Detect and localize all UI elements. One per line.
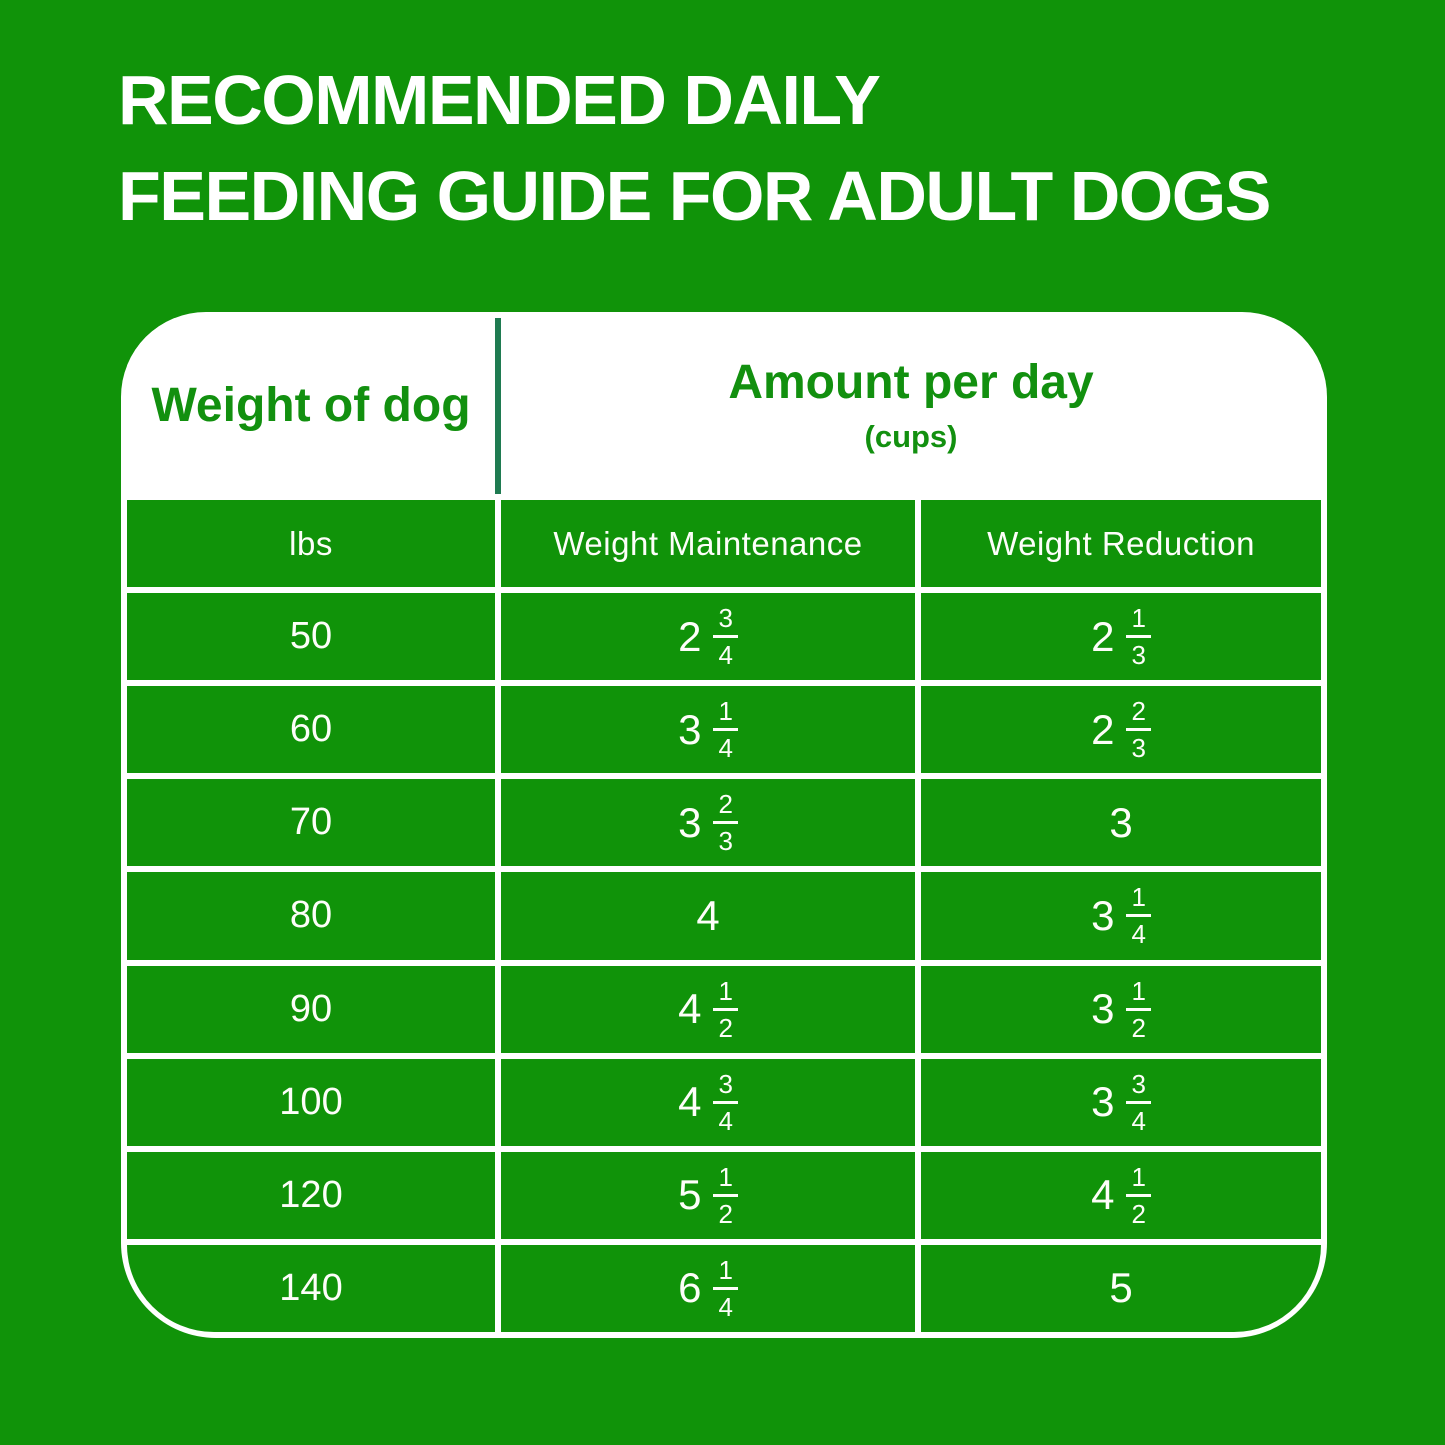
maintenance-cell-50: [501, 593, 915, 680]
reduction-cell-90: [921, 966, 1321, 1053]
amount-whole: 4: [696, 891, 720, 939]
cups-unit-label: (cups): [864, 419, 958, 455]
weight-cell-90: 90: [127, 966, 495, 1053]
maintenance-cell-70: [501, 779, 915, 866]
amount-whole: 3: [678, 798, 702, 846]
weight-cell-100: 100: [127, 1059, 495, 1146]
maintenance-cell-100: [501, 1059, 915, 1146]
amount-fraction: $\frac{3}{4}$: [713, 1071, 737, 1134]
weight-cell-60: 60: [127, 686, 495, 773]
amount-whole: 2: [1091, 705, 1115, 753]
reduction-cell-120: [921, 1152, 1321, 1239]
amount-fraction: $\frac{1}{3}$: [1126, 605, 1150, 668]
reduction-cell-80: [921, 872, 1321, 959]
amount-fraction: $\frac{1}{4}$: [713, 698, 737, 761]
amount-fraction: $\frac{1}{2}$: [1126, 978, 1150, 1041]
weight-cell-70: 70: [127, 779, 495, 866]
amount-fraction: $\frac{1}{2}$: [1126, 1164, 1150, 1227]
amount-whole: 4: [678, 1078, 702, 1126]
table-header-band: [127, 318, 1321, 494]
amount-fraction: $\frac{3}{4}$: [713, 605, 737, 668]
amount-fraction: $\frac{1}{4}$: [713, 1257, 737, 1320]
maintenance-cell-60: [501, 686, 915, 773]
subheader-weight-maintenance: Weight Maintenance: [501, 500, 915, 587]
header-weight-of-dog: Weight of dog: [151, 379, 471, 432]
reduction-cell-70: [921, 779, 1321, 866]
amount-per-day-label: Amount per day: [728, 355, 1094, 409]
amount-whole: 5: [1109, 1264, 1133, 1312]
amount-fraction: $\frac{2}{3}$: [1126, 698, 1150, 761]
reduction-cell-100: [921, 1059, 1321, 1146]
reduction-cell-60: [921, 686, 1321, 773]
amount-whole: 2: [678, 612, 702, 660]
amount-whole: 2: [1091, 612, 1115, 660]
header-amount-per-day: [501, 318, 1321, 494]
amount-fraction: $\frac{3}{4}$: [1126, 1071, 1150, 1134]
amount-whole: 3: [1109, 798, 1133, 846]
amount-whole: 3: [678, 705, 702, 753]
reduction-cell-140: [921, 1245, 1321, 1332]
weight-cell-50: 50: [127, 593, 495, 680]
title-line-1: RECOMMENDED DAILY: [118, 61, 880, 139]
title-line-2: FEEDING GUIDE FOR ADULT DOGS: [118, 157, 1270, 235]
amount-fraction: $\frac{1}{2}$: [713, 978, 737, 1041]
amount-whole: 5: [678, 1171, 702, 1219]
weight-cell-80: 80: [127, 872, 495, 959]
amount-whole: 4: [678, 985, 702, 1033]
amount-whole: 4: [1091, 1171, 1115, 1219]
reduction-cell-50: [921, 593, 1321, 680]
amount-fraction: $\frac{1}{2}$: [713, 1164, 737, 1227]
maintenance-cell-90: [501, 966, 915, 1053]
page-title: [118, 52, 1408, 244]
weight-cell-140: 140: [127, 1245, 495, 1332]
amount-whole: 6: [678, 1264, 702, 1312]
subheader-lbs: lbs: [127, 500, 495, 587]
maintenance-cell-140: [501, 1245, 915, 1332]
weight-cell-120: 120: [127, 1152, 495, 1239]
amount-fraction: $\frac{1}{4}$: [1126, 884, 1150, 947]
feeding-guide-table: [121, 312, 1327, 1338]
subheader-weight-reduction: Weight Reduction: [921, 500, 1321, 587]
maintenance-cell-80: [501, 872, 915, 959]
amount-whole: 3: [1091, 985, 1115, 1033]
amount-whole: 3: [1091, 1078, 1115, 1126]
maintenance-cell-120: [501, 1152, 915, 1239]
amount-whole: 3: [1091, 891, 1115, 939]
amount-fraction: $\frac{2}{3}$: [713, 791, 737, 854]
